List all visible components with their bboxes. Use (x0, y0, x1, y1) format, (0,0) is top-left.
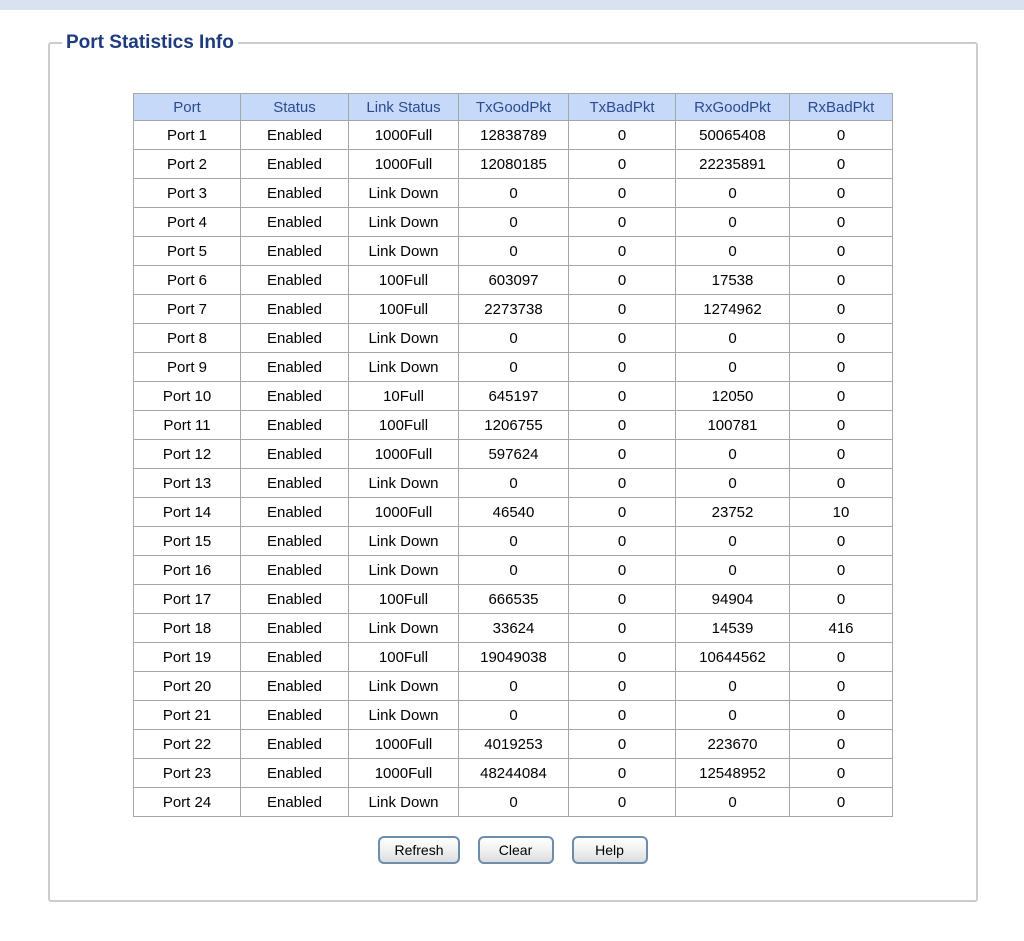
table-row (134, 382, 893, 411)
table-cell: 0 (676, 440, 790, 469)
table-cell: 12050 (676, 382, 790, 411)
table-cell: 0 (790, 382, 893, 411)
table-cell: Enabled (241, 411, 349, 440)
table-cell: 0 (790, 266, 893, 295)
table-cell: 1206755 (459, 411, 569, 440)
table-cell: Port 14 (134, 498, 241, 527)
table-row (134, 179, 893, 208)
page-title: Port Statistics Info (66, 32, 234, 53)
column-header-txgoodpkt: TxGoodPkt (459, 94, 569, 121)
table-cell: 0 (790, 527, 893, 556)
table-cell: 0 (790, 556, 893, 585)
table-cell: Enabled (241, 788, 349, 817)
table-cell: 0 (569, 266, 676, 295)
table-body (134, 121, 893, 817)
table-cell: Enabled (241, 498, 349, 527)
table-cell: 0 (676, 237, 790, 266)
table-cell: 0 (459, 469, 569, 498)
table-row (134, 672, 893, 701)
table-row (134, 788, 893, 817)
table-cell: 223670 (676, 730, 790, 759)
table-row (134, 730, 893, 759)
table-cell: Enabled (241, 295, 349, 324)
table-cell: 0 (459, 179, 569, 208)
table-cell: 0 (790, 585, 893, 614)
help-button[interactable]: Help (572, 836, 648, 864)
table-cell: 0 (676, 556, 790, 585)
table-cell: 1000Full (349, 121, 459, 150)
table-row (134, 759, 893, 788)
table-cell: 12080185 (459, 150, 569, 179)
table-cell: 100Full (349, 643, 459, 672)
table-cell: Enabled (241, 208, 349, 237)
table-cell: Enabled (241, 382, 349, 411)
table-row (134, 266, 893, 295)
port-statistics-table (133, 93, 893, 817)
table-cell: 0 (790, 672, 893, 701)
table-cell: Port 2 (134, 150, 241, 179)
table-cell: Port 18 (134, 614, 241, 643)
table-cell: 0 (676, 179, 790, 208)
table-cell: Port 23 (134, 759, 241, 788)
table-row (134, 527, 893, 556)
top-bar (0, 0, 1024, 10)
table-cell: 2273738 (459, 295, 569, 324)
table-cell: Link Down (349, 324, 459, 353)
table-cell: 0 (569, 353, 676, 382)
table-cell: 0 (569, 324, 676, 353)
table-cell: 0 (790, 788, 893, 817)
table-cell: Port 4 (134, 208, 241, 237)
table-cell: Link Down (349, 179, 459, 208)
table-cell: 1000Full (349, 730, 459, 759)
table-cell: Link Down (349, 208, 459, 237)
table-cell: Enabled (241, 614, 349, 643)
table-cell: 416 (790, 614, 893, 643)
table-cell: 0 (676, 701, 790, 730)
column-header-status: Status (241, 94, 349, 121)
table-cell: 0 (569, 179, 676, 208)
table-cell: Port 5 (134, 237, 241, 266)
table-cell: 0 (790, 150, 893, 179)
table-cell: Link Down (349, 556, 459, 585)
table-cell: Port 24 (134, 788, 241, 817)
table-cell: 4019253 (459, 730, 569, 759)
table-cell: 0 (569, 208, 676, 237)
table-cell: 0 (569, 295, 676, 324)
table-cell: Port 3 (134, 179, 241, 208)
table-cell: 0 (569, 614, 676, 643)
table-cell: 23752 (676, 498, 790, 527)
table-cell: Link Down (349, 237, 459, 266)
table-row (134, 237, 893, 266)
table-cell: 100Full (349, 295, 459, 324)
table-cell: 0 (569, 411, 676, 440)
table-row (134, 121, 893, 150)
table-cell: Port 20 (134, 672, 241, 701)
table-cell: Enabled (241, 150, 349, 179)
table-cell: Port 6 (134, 266, 241, 295)
port-statistics-panel (48, 32, 978, 902)
table-cell: 0 (569, 469, 676, 498)
table-cell: 33624 (459, 614, 569, 643)
table-cell: 0 (790, 237, 893, 266)
table-cell: Port 7 (134, 295, 241, 324)
table-cell: Port 1 (134, 121, 241, 150)
table-cell: Enabled (241, 440, 349, 469)
table-cell: 0 (790, 701, 893, 730)
table-cell: Link Down (349, 788, 459, 817)
table-cell: Enabled (241, 672, 349, 701)
table-cell: Enabled (241, 643, 349, 672)
table-cell: 0 (790, 469, 893, 498)
table-cell: Port 8 (134, 324, 241, 353)
table-cell: 0 (790, 411, 893, 440)
table-cell: 0 (459, 208, 569, 237)
table-cell: 0 (459, 353, 569, 382)
column-header-link-status: Link Status (349, 94, 459, 121)
table-cell: 0 (459, 237, 569, 266)
table-row (134, 150, 893, 179)
table-row (134, 324, 893, 353)
refresh-button[interactable]: Refresh (378, 836, 459, 864)
table-row (134, 469, 893, 498)
table-cell: 14539 (676, 614, 790, 643)
table-cell: 0 (569, 701, 676, 730)
table-cell: Enabled (241, 324, 349, 353)
table-cell: 22235891 (676, 150, 790, 179)
table-row (134, 411, 893, 440)
table-cell: 0 (569, 121, 676, 150)
table-cell: Enabled (241, 527, 349, 556)
table-cell: 48244084 (459, 759, 569, 788)
table-cell: 94904 (676, 585, 790, 614)
table-cell: Port 11 (134, 411, 241, 440)
table-cell: 0 (790, 730, 893, 759)
table-cell: 1000Full (349, 498, 459, 527)
table-cell: 0 (790, 353, 893, 382)
table-cell: 50065408 (676, 121, 790, 150)
table-cell: 10Full (349, 382, 459, 411)
table-cell: 100Full (349, 266, 459, 295)
table-row (134, 701, 893, 730)
table-cell: 0 (459, 527, 569, 556)
table-cell: 0 (676, 353, 790, 382)
table-cell: Link Down (349, 672, 459, 701)
column-header-rxgoodpkt: RxGoodPkt (676, 94, 790, 121)
table-cell: 0 (790, 759, 893, 788)
clear-button[interactable]: Clear (478, 836, 554, 864)
table-cell: 0 (569, 440, 676, 469)
table-cell: 100Full (349, 585, 459, 614)
table-cell: Port 13 (134, 469, 241, 498)
table-cell: Port 17 (134, 585, 241, 614)
table-cell: Link Down (349, 614, 459, 643)
table-cell: 645197 (459, 382, 569, 411)
table-cell: 0 (790, 643, 893, 672)
table-row (134, 498, 893, 527)
table-row (134, 556, 893, 585)
table-cell: 10644562 (676, 643, 790, 672)
table-cell: 0 (790, 440, 893, 469)
table-cell: Port 21 (134, 701, 241, 730)
table-cell: Enabled (241, 759, 349, 788)
column-header-txbadpkt: TxBadPkt (569, 94, 676, 121)
table-cell: Enabled (241, 556, 349, 585)
table-cell: 0 (569, 556, 676, 585)
table-cell: 0 (790, 295, 893, 324)
table-cell: Port 16 (134, 556, 241, 585)
table-cell: 0 (569, 150, 676, 179)
table-cell: Enabled (241, 730, 349, 759)
table-row (134, 208, 893, 237)
table-cell: 0 (790, 324, 893, 353)
table-cell: 0 (676, 788, 790, 817)
table-cell: Link Down (349, 701, 459, 730)
table-cell: 0 (459, 556, 569, 585)
button-row (50, 836, 976, 864)
table-cell: 100Full (349, 411, 459, 440)
table-cell: 0 (676, 208, 790, 237)
table-header-row (134, 94, 893, 121)
table-cell: Enabled (241, 353, 349, 382)
table-cell: 0 (569, 527, 676, 556)
table-row (134, 353, 893, 382)
table-cell: Port 19 (134, 643, 241, 672)
table-row (134, 585, 893, 614)
table-cell: Link Down (349, 527, 459, 556)
table-cell: 0 (569, 237, 676, 266)
table-cell: 0 (569, 788, 676, 817)
table-cell: Link Down (349, 353, 459, 382)
table-row (134, 614, 893, 643)
table-cell: 19049038 (459, 643, 569, 672)
table-cell: 0 (676, 527, 790, 556)
table-cell: 1000Full (349, 440, 459, 469)
table-cell: 0 (569, 730, 676, 759)
table-cell: 0 (569, 382, 676, 411)
table-cell: Port 10 (134, 382, 241, 411)
table-cell: Port 22 (134, 730, 241, 759)
table-cell: 0 (459, 672, 569, 701)
table-row (134, 295, 893, 324)
table-cell: 1000Full (349, 759, 459, 788)
table-cell: Port 12 (134, 440, 241, 469)
table-cell: 603097 (459, 266, 569, 295)
table-cell: 0 (790, 179, 893, 208)
table-cell: 0 (459, 788, 569, 817)
table-cell: 0 (569, 585, 676, 614)
table-cell: 0 (790, 208, 893, 237)
table-row (134, 643, 893, 672)
table-cell: 0 (569, 643, 676, 672)
table-cell: Enabled (241, 179, 349, 208)
table-cell: Port 15 (134, 527, 241, 556)
table-cell: 17538 (676, 266, 790, 295)
table-cell: Enabled (241, 469, 349, 498)
table-cell: 100781 (676, 411, 790, 440)
table-cell: 0 (569, 759, 676, 788)
table-cell: 666535 (459, 585, 569, 614)
table-cell: 1274962 (676, 295, 790, 324)
table-cell: 0 (459, 324, 569, 353)
table-cell: 12548952 (676, 759, 790, 788)
table-cell: 0 (676, 469, 790, 498)
table-cell: Enabled (241, 266, 349, 295)
table-cell: Port 9 (134, 353, 241, 382)
table-cell: 597624 (459, 440, 569, 469)
table-cell: Enabled (241, 701, 349, 730)
table-cell: 0 (676, 324, 790, 353)
column-header-rxbadpkt: RxBadPkt (790, 94, 893, 121)
table-cell: Enabled (241, 585, 349, 614)
table-cell: 12838789 (459, 121, 569, 150)
table-cell: 46540 (459, 498, 569, 527)
table-cell: Enabled (241, 237, 349, 266)
table-cell: 10 (790, 498, 893, 527)
table-cell: 0 (459, 701, 569, 730)
table-row (134, 440, 893, 469)
table-cell: 0 (569, 498, 676, 527)
table-cell: 0 (790, 121, 893, 150)
table-cell: 1000Full (349, 150, 459, 179)
table-cell: 0 (676, 672, 790, 701)
table-cell: Enabled (241, 121, 349, 150)
table-cell: 0 (569, 672, 676, 701)
table-cell: Link Down (349, 469, 459, 498)
column-header-port: Port (134, 94, 241, 121)
